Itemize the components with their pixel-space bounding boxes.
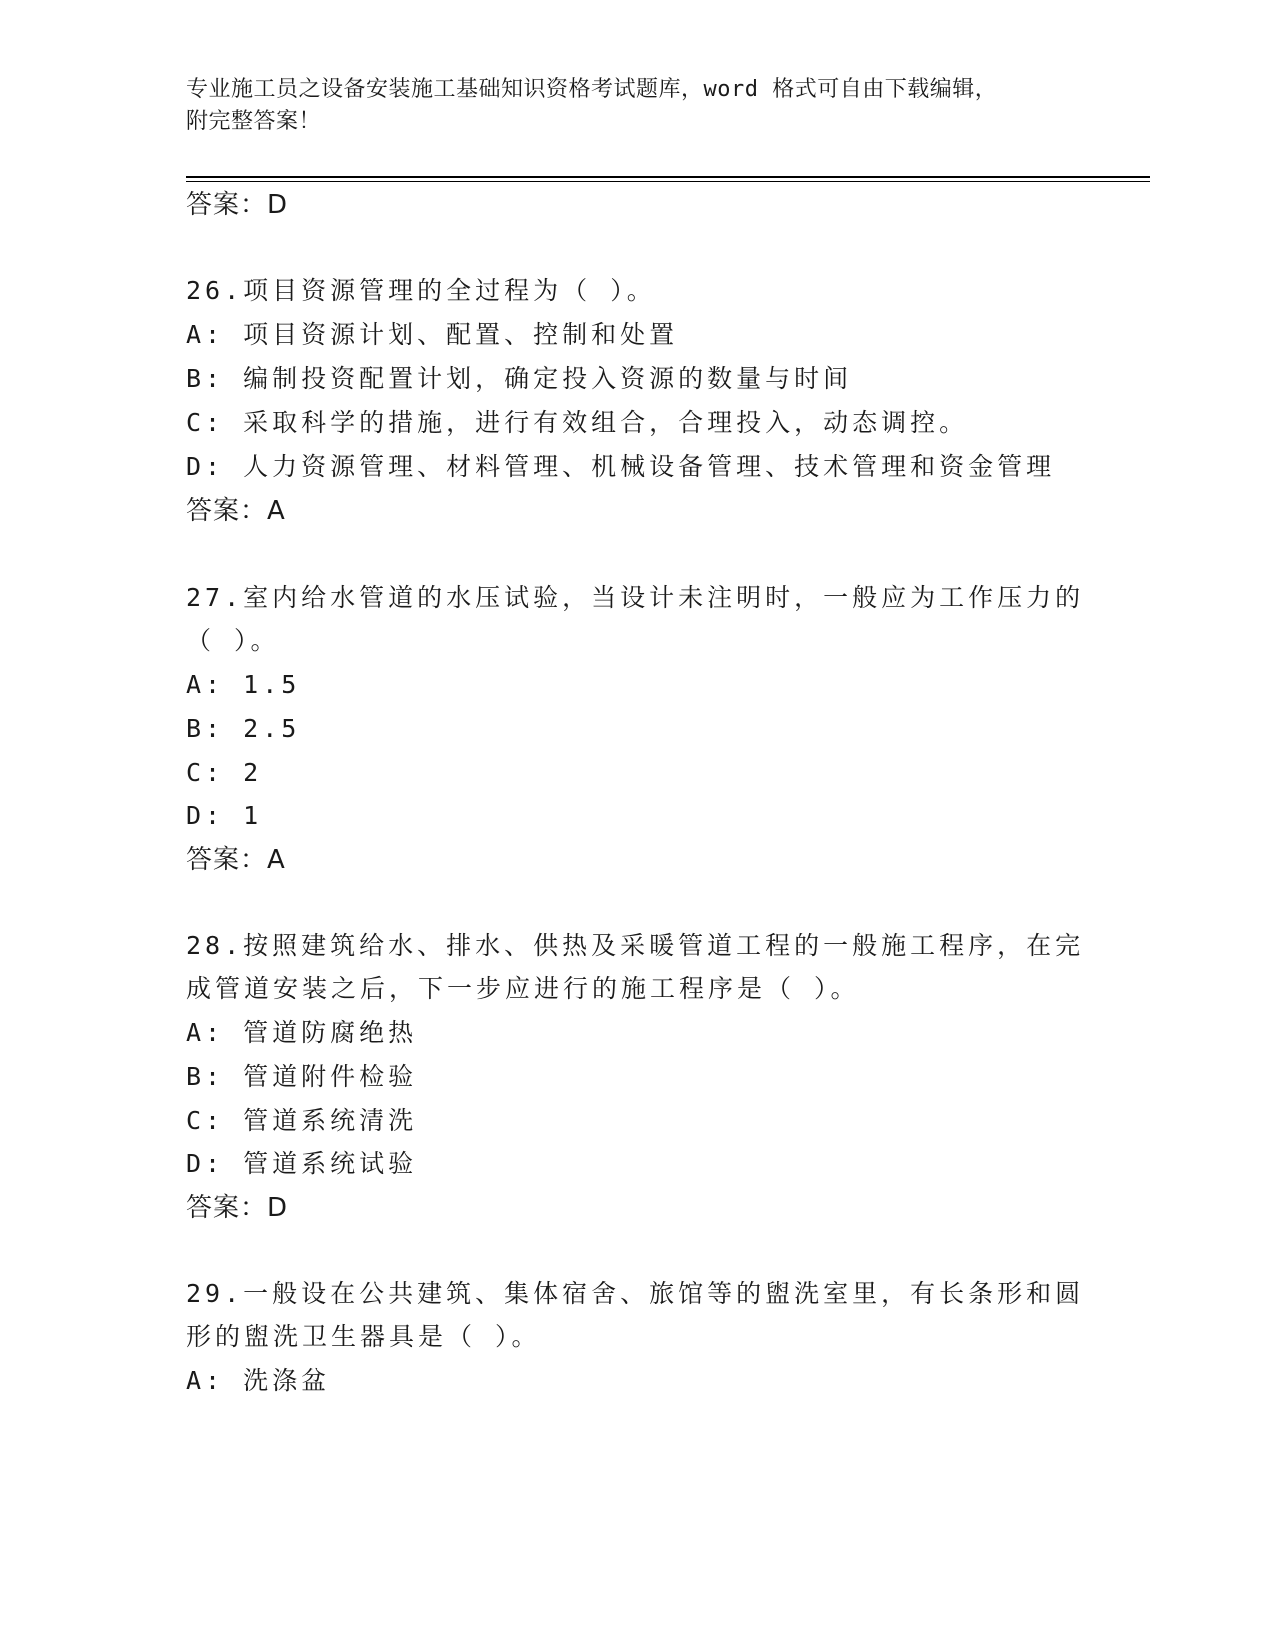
q27-option-d: D: 1 — [186, 801, 263, 830]
page-header — [186, 74, 1066, 138]
q27-stem-line-1: 27.室内给水管道的水压试验，当设计未注明时，一般应为工作压力的 — [186, 583, 1085, 612]
q28-stem-line-2: 成管道安装之后，下一步应进行的施工程序是（ ）。 — [186, 974, 860, 1003]
q28-stem-line-1: 28.按照建筑给水、排水、供热及采暖管道工程的一般施工程序，在完 — [186, 931, 1085, 960]
q29-stem-line-2: 形的盥洗卫生器具是（ ）。 — [186, 1322, 541, 1351]
q26-option-c: C: 采取科学的措施，进行有效组合，合理投入，动态调控。 — [186, 408, 969, 437]
q28-option-b: B: 管道附件检验 — [186, 1062, 418, 1091]
header-title-line-1: 专业施工员之设备安装施工基础知识资格考试题库，word 格式可自由下载编辑， — [186, 77, 998, 102]
q29-option-a: A: 洗涤盆 — [186, 1366, 331, 1395]
q28-option-d: D: 管道系统试验 — [186, 1149, 418, 1178]
q27-answer: 答案：A — [186, 845, 286, 875]
q28-option-a: A: 管道防腐绝热 — [186, 1018, 418, 1047]
header-divider-thick — [186, 176, 1150, 178]
q28-option-c: C: 管道系统清洗 — [186, 1106, 418, 1135]
q27-option-b: B: 2.5 — [186, 714, 301, 743]
q26-option-a: A: 项目资源计划、配置、控制和处置 — [186, 320, 679, 349]
q26-stem-line-1: 26.项目资源管理的全过程为（ ）。 — [186, 276, 656, 305]
header-title-line-2: 附完整答案！ — [186, 109, 322, 134]
q26-option-b: B: 编制投资配置计划，确定投入资源的数量与时间 — [186, 364, 853, 393]
q26-answer: 答案：A — [186, 496, 286, 526]
previous-answer: 答案：D — [186, 190, 289, 220]
q29-stem-line-1: 29.一般设在公共建筑、集体宿舍、旅馆等的盥洗室里，有长条形和圆 — [186, 1279, 1085, 1308]
q27-stem-line-2: （ ）。 — [186, 626, 280, 655]
q28-answer: 答案：D — [186, 1193, 289, 1223]
header-divider-thin — [186, 181, 1150, 182]
q26-option-d: D: 人力资源管理、材料管理、机械设备管理、技术管理和资金管理 — [186, 452, 1056, 481]
q27-option-c: C: 2 — [186, 758, 263, 787]
q27-option-a: A: 1.5 — [186, 670, 301, 699]
